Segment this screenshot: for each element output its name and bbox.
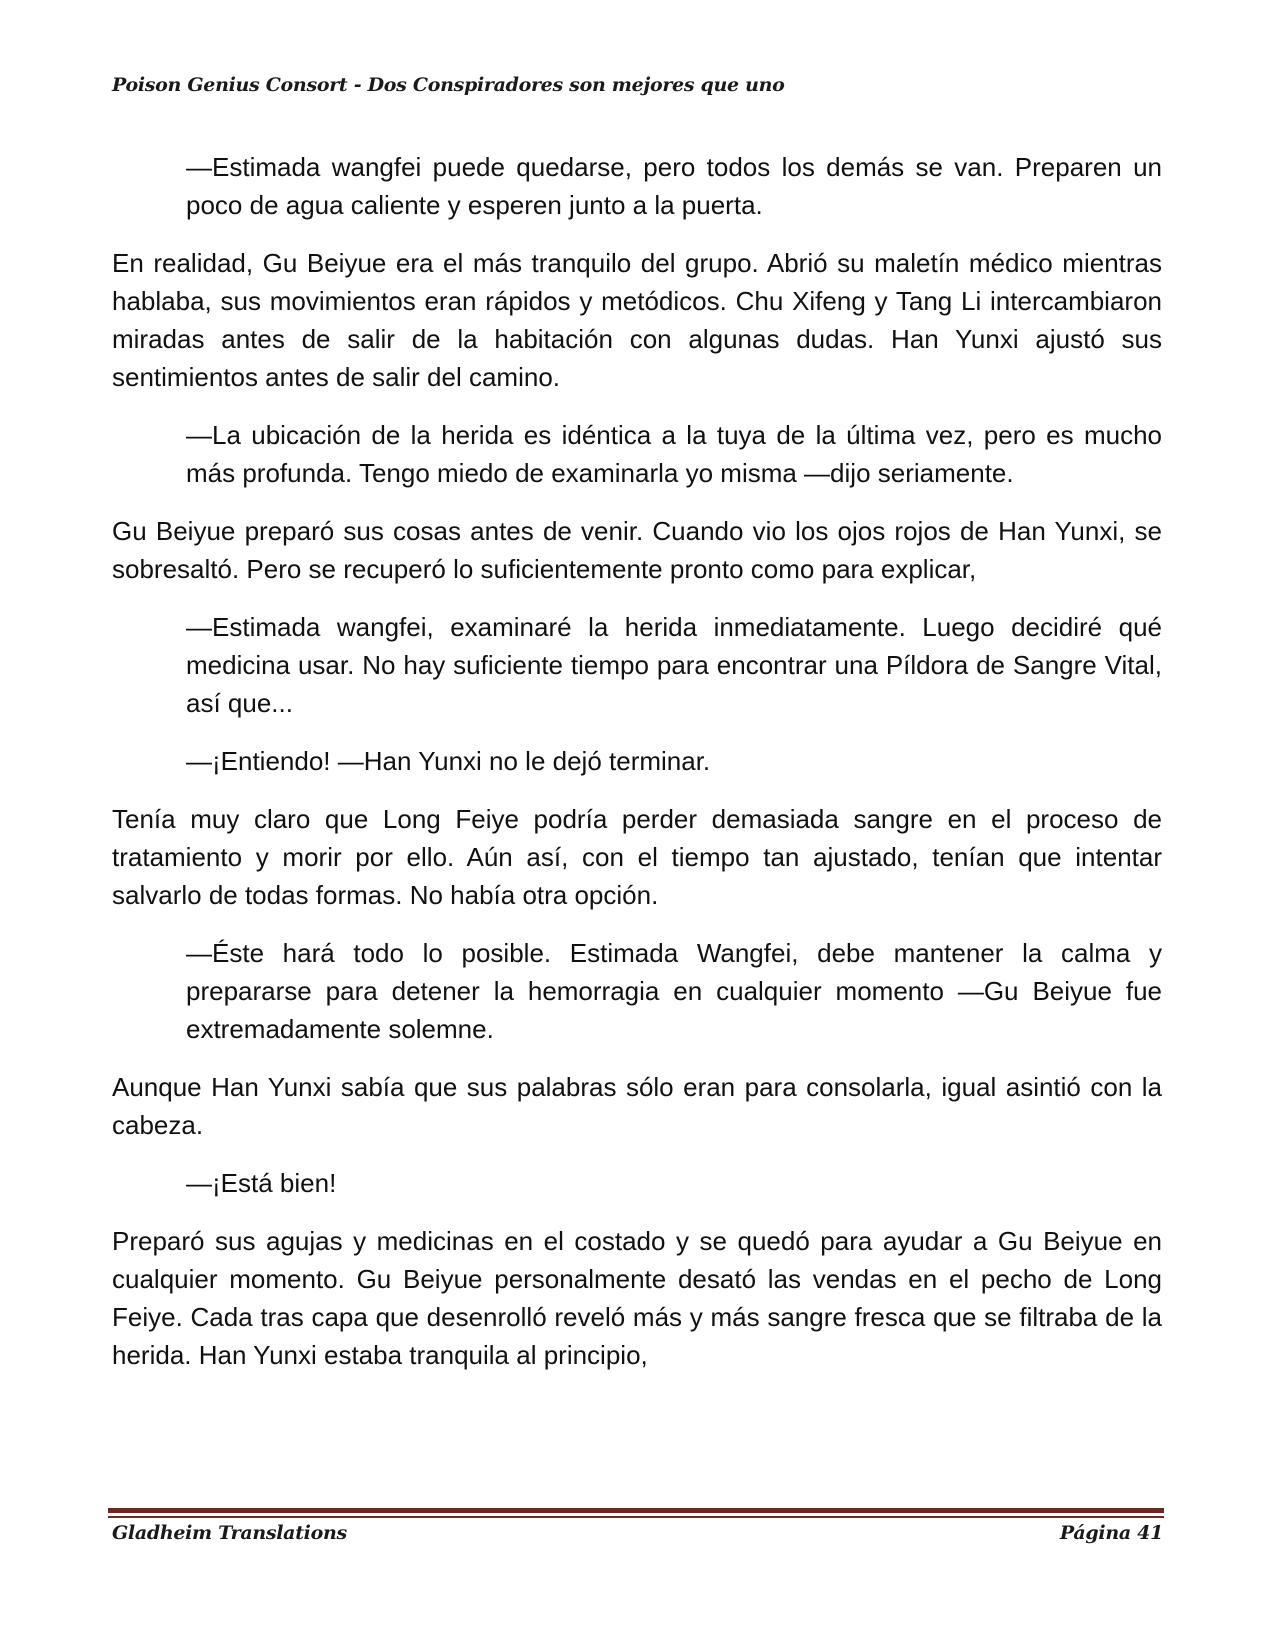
paragraph-dialogue: —La ubicación de la herida es idéntica a la tuya de la última vez, pero es mucho más profunda. Tengo miedo de examinarla yo misma —dijo seriamente. (186, 420, 1162, 488)
footer-divider-thick-line (108, 1508, 1164, 1513)
paragraph-dialogue: —¡Está bien! (186, 1168, 337, 1198)
footer-divider (108, 1508, 1164, 1518)
paragraph-narration: En realidad, Gu Beiyue era el más tranquilo del grupo. Abrió su maletín médico mientras hablaba, sus movimientos eran rápidos y metódicos. Chu Xifeng y Tang Li intercambiaron miradas antes de salir de la habitación con algunas dudas. Han Yunxi ajustó sus sentimientos antes de salir del camino. (112, 248, 1162, 392)
page-body (112, 148, 1162, 1394)
paragraph-narration: Tenía muy claro que Long Feiye podría perder demasiada sangre en el proceso de tratamiento y morir por ello. Aún así, con el tiempo tan ajustado, tenían que intentar salvarlo de todas formas. No había otra opción. (112, 804, 1162, 910)
paragraph-dialogue: —¡Entiendo! —Han Yunxi no le dejó terminar. (186, 746, 711, 776)
paragraph-narration: Aunque Han Yunxi sabía que sus palabras sólo eran para consolarla, igual asintió con la cabeza. (112, 1072, 1162, 1140)
paragraph-dialogue: —Estimada wangfei, examinaré la herida inmediatamente. Luego decidiré qué medicina usar. No hay suficiente tiempo para encontrar una Píldora de Sangre Vital, así que... (186, 612, 1162, 718)
page-header-title: Poison Genius Consort - Dos Conspiradores son mejores que uno (112, 74, 785, 96)
paragraph-dialogue: —Éste hará todo lo posible. Estimada Wangfei, debe mantener la calma y prepararse para detener la hemorragia en cualquier momento —Gu Beiyue fue extremadamente solemne. (186, 938, 1162, 1044)
paragraph-narration: Gu Beiyue preparó sus cosas antes de venir. Cuando vio los ojos rojos de Han Yunxi, se sobresaltó. Pero se recuperó lo suficientemente pronto como para explicar, (112, 516, 1162, 584)
footer-translator-credit: Gladheim Translations (112, 1522, 347, 1544)
paragraph-narration: Preparó sus agujas y medicinas en el costado y se quedó para ayudar a Gu Beiyue en cualquier momento. Gu Beiyue personalmente desató las vendas en el pecho de Long Feiye. Cada tras capa que desenrolló reveló más y más sangre fresca que se filtraba de la herida. Han Yunxi estaba tranquila al principio, (112, 1226, 1162, 1370)
footer-divider-thin-line (108, 1516, 1164, 1518)
footer-page-number: Página 41 (1059, 1522, 1163, 1544)
paragraph-dialogue: —Estimada wangfei puede quedarse, pero todos los demás se van. Preparen un poco de agua caliente y esperen junto a la puerta. (186, 152, 1162, 220)
